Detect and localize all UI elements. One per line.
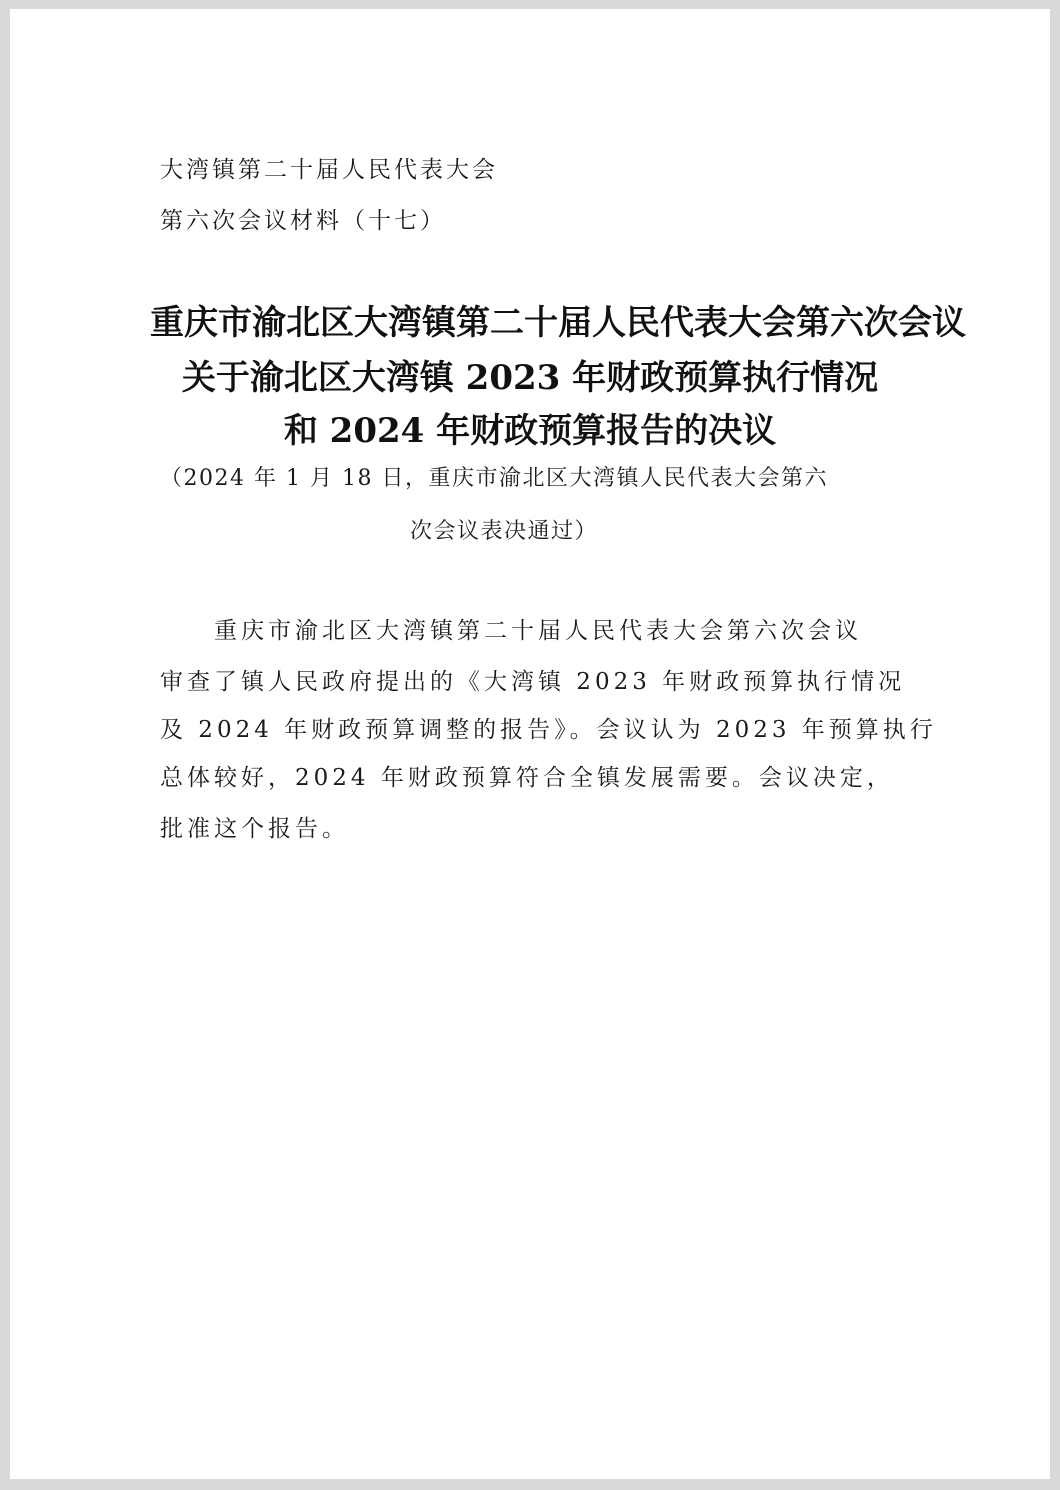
body-text-line-4: 总体较好，2024 年财政预算符合全镇发展需要。会议决定， — [160, 765, 894, 791]
adoption-note-line-2: 次会议表决通过） — [410, 519, 599, 544]
material-number: 第六次会议材料（十七） — [160, 208, 446, 234]
adoption-note-line-1: （2024 年 1 月 18 日，重庆市渝北区大湾镇人民代表大会第六 — [160, 466, 828, 491]
document-title-line-1: 重庆市渝北区大湾镇第二十届人民代表大会第六次会议 — [150, 303, 966, 343]
session-header: 大湾镇第二十届人民代表大会 — [160, 157, 498, 183]
body-text-line-1: 重庆市渝北区大湾镇第二十届人民代表大会第六次会议 — [214, 618, 862, 644]
document-title-line-2: 关于渝北区大湾镇 2023 年财政预算执行情况 — [181, 358, 879, 398]
body-text-line-2: 审查了镇人民政府提出的《大湾镇 2023 年财政预算执行情况 — [160, 669, 906, 695]
body-text-line-3: 及 2024 年财政预算调整的报告》。会议认为 2023 年预算执行 — [160, 717, 937, 743]
document-title-line-3: 和 2024 年财政预算报告的决议 — [283, 411, 777, 451]
body-text-line-5: 批准这个报告。 — [160, 816, 349, 842]
document-page — [10, 9, 1050, 1479]
